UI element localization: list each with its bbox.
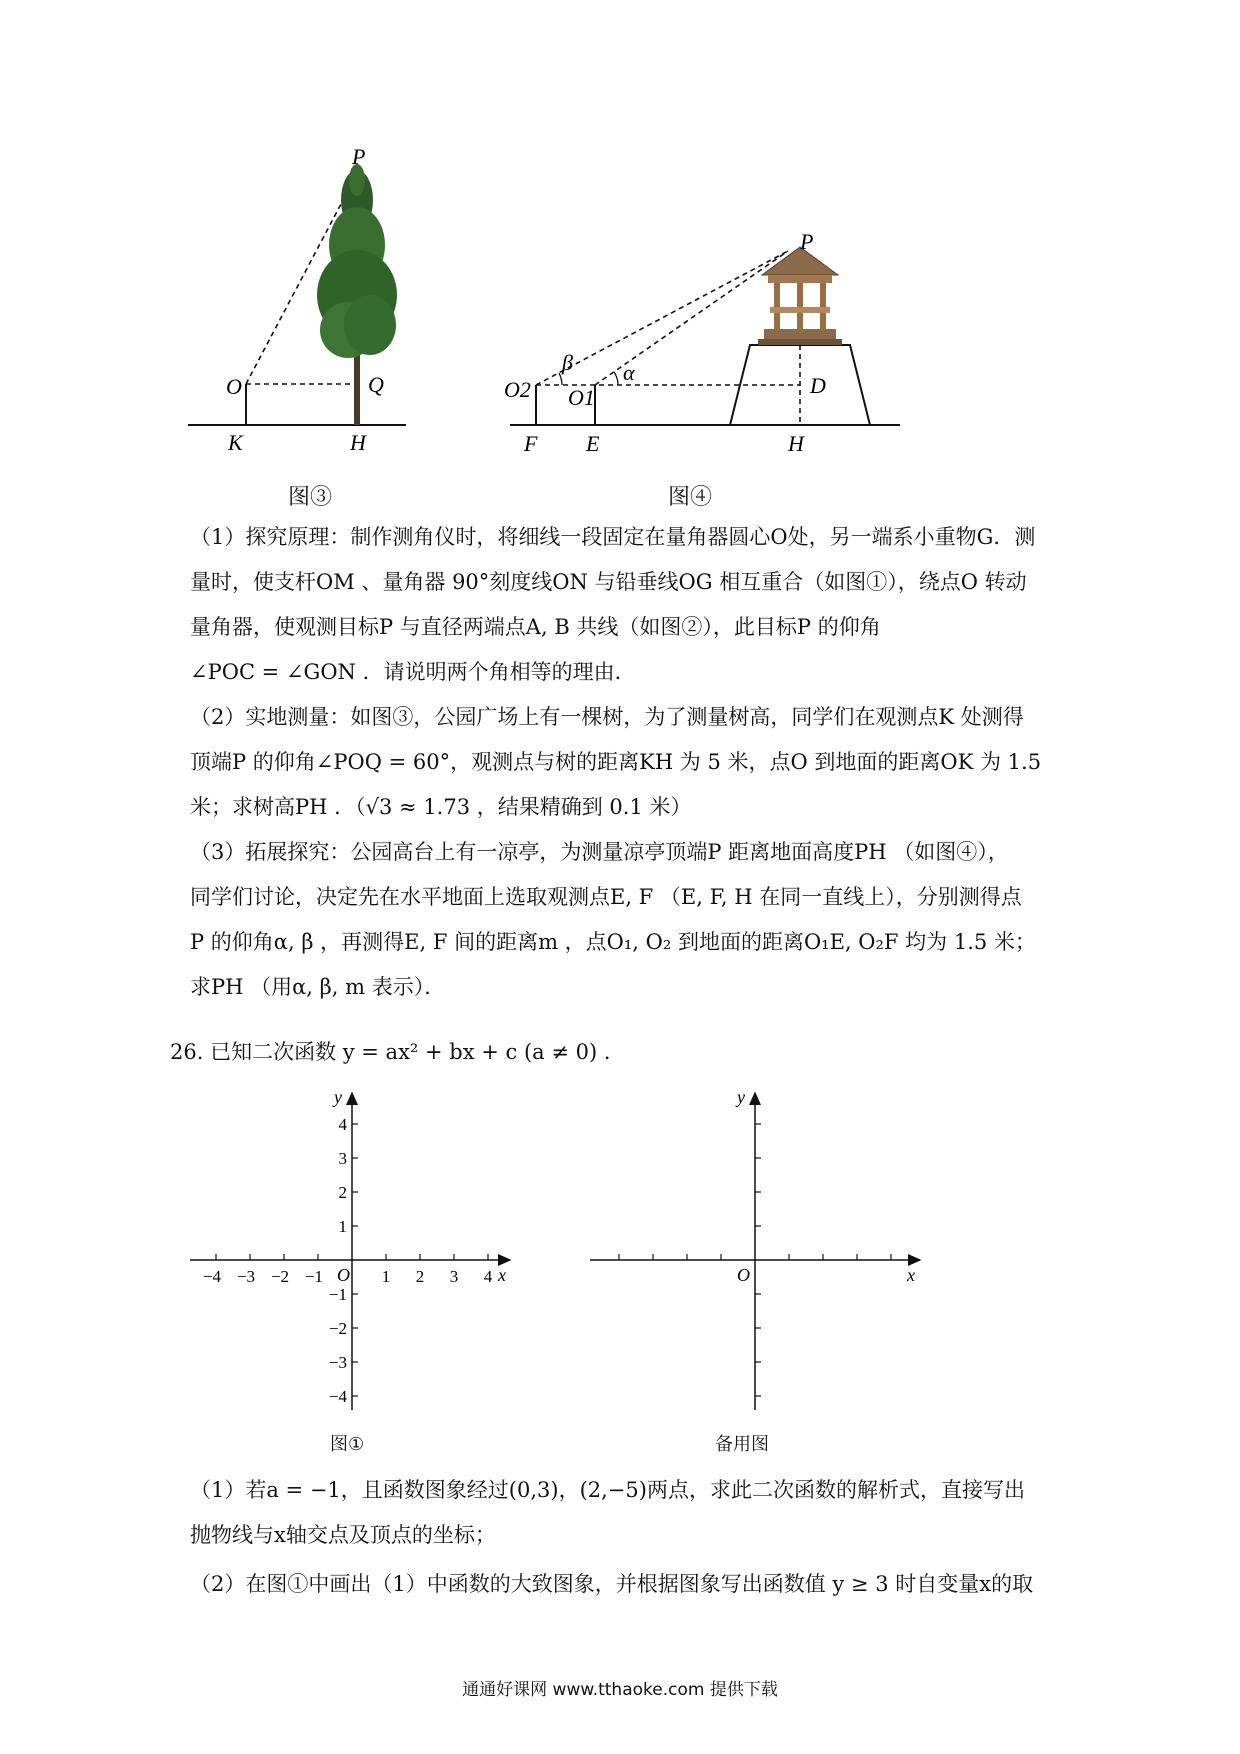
fig4-label-d: D (810, 373, 826, 398)
x-tick-label: 1 (381, 1267, 391, 1286)
figure-4-caption: 图④ (668, 485, 713, 510)
q25-part1-line: 量时，使支杆OM 、量角器 90°刻度线ON 与铅垂线OG 相互重合（如图①），绕点O 转动 (190, 570, 1027, 594)
x-tick-label: 4 (483, 1267, 493, 1286)
q25-part2-line: （2）实地测量：如图③，公园广场上有一棵树，为了测量树高，同学们在观测点K 处测得 (190, 705, 1024, 729)
x-tick-label: −3 (236, 1267, 256, 1286)
figure-3-caption: 图③ (288, 485, 333, 510)
fig4-angle-alpha: α (623, 360, 635, 385)
x-tick-label: 2 (415, 1267, 425, 1286)
q25-part3-line: （3）拓展探究：公园高台上有一凉亭，为测量凉亭顶端P 距离地面高度PH （如图④）， (190, 840, 1009, 864)
q25-part1-line: 量角器，使观测目标P 与直径两端点A, B 共线（如图②），此目标P 的仰角 (190, 615, 881, 639)
fig3-label-o: O (226, 374, 242, 399)
q26-graph-spare (585, 1085, 930, 1430)
y-tick-label: 3 (338, 1149, 347, 1168)
fig4-label-p: P (800, 229, 814, 254)
q26-stem (170, 1030, 1040, 1075)
q25-part1-line: ∠POC = ∠GON ．请说明两个角相等的理由． (190, 660, 636, 684)
q26-part1 (190, 1468, 1060, 1558)
q25-part1 (190, 515, 1060, 695)
q26-part1-line: 抛物线与x轴交点及顶点的坐标； (190, 1523, 496, 1547)
x-tick-label: −2 (270, 1267, 290, 1286)
y-tick-label: 2 (338, 1183, 347, 1202)
origin-label: O (337, 1265, 350, 1285)
q26-part1-line: （1）若a = −1，且函数图象经过(0,3)，(2,−5)两点，求此二次函数的解析式，直接写出 (190, 1478, 1025, 1502)
fig4-label-e: E (586, 431, 600, 456)
q25-part3-line: 求PH （用α, β, m 表示）． (190, 975, 446, 999)
fig3-label-p: P (352, 144, 366, 169)
y-axis-label: y (737, 1087, 745, 1107)
fig3-label-k: K (228, 430, 243, 455)
x-axis-label: x (907, 1265, 915, 1285)
q25-part3-line: 同学们讨论，决定先在水平地面上选取观测点E, F （E, F, H 在同一直线上），分别测得点 (190, 885, 1022, 909)
fig3-label-h: H (350, 430, 366, 455)
fig4-label-o2: O2 (504, 377, 531, 402)
fig3-label-q: Q (368, 372, 384, 397)
q25-part1-line: （1）探究原理：制作测角仪时，将细线一段固定在量角器圆心O处，另一端系小重物G．测 (190, 525, 1036, 549)
q25-part2-line: 顶端P 的仰角∠POQ = 60°，观测点与树的距离KH 为 5 米，点O 到地面的距离OK 为 1.5 (190, 750, 1042, 774)
q25-part3 (190, 830, 1060, 1010)
y-tick-label: 4 (338, 1115, 347, 1134)
figure-4-pavilion-diagram (500, 225, 910, 470)
tree-trunk-shape (354, 350, 360, 425)
x-axis-label: x (498, 1265, 506, 1285)
x-tick-label: −1 (304, 1267, 324, 1286)
fig4-label-h: H (788, 431, 804, 456)
q26-part2 (190, 1562, 1060, 1607)
y-tick-label: −2 (328, 1319, 347, 1338)
graph-1-caption: 图① (330, 1434, 365, 1455)
tree-foliage-shape (317, 164, 397, 358)
y-axis-label: y (334, 1087, 342, 1107)
q26-graph-1 (180, 1085, 520, 1430)
graph-spare-caption: 备用图 (715, 1434, 769, 1455)
pavilion-shape (758, 247, 842, 345)
q26-part2-line: （2）在图①中画出（1）中函数的大致图象，并根据图象写出函数值 y ≥ 3 时自变量x的取 (190, 1572, 1034, 1596)
x-tick-label: −4 (202, 1267, 222, 1286)
figure-3-tree-diagram (180, 140, 420, 470)
y-tick-label: −3 (328, 1353, 347, 1372)
page-footer: 通通好课网 www.tthaoke.com 提供下载 (462, 1680, 778, 1700)
y-tick-label: 1 (338, 1217, 347, 1236)
q25-part2-line: 米；求树高PH ．（√3 ≈ 1.73 ，结果精确到 0.1 米） (190, 795, 692, 819)
q25-part3-line: P 的仰角α, β ，再测得E, F 间的距离m ，点O₁, O₂ 到地面的距离O₁E, O₂F 均为 1.5 米； (190, 930, 1036, 954)
y-tick-label: −1 (328, 1285, 347, 1304)
fig4-label-o1: O1 (568, 385, 595, 410)
fig4-angle-beta: β (562, 350, 573, 375)
q26-stem-line: 26. 已知二次函数 y = ax² + bx + c (a ≠ 0) ． (170, 1040, 625, 1064)
x-tick-label: 3 (449, 1267, 459, 1286)
y-tick-label: −4 (328, 1387, 347, 1406)
fig4-label-f: F (524, 431, 538, 456)
q25-part2 (190, 695, 1060, 830)
origin-label: O (737, 1265, 750, 1285)
